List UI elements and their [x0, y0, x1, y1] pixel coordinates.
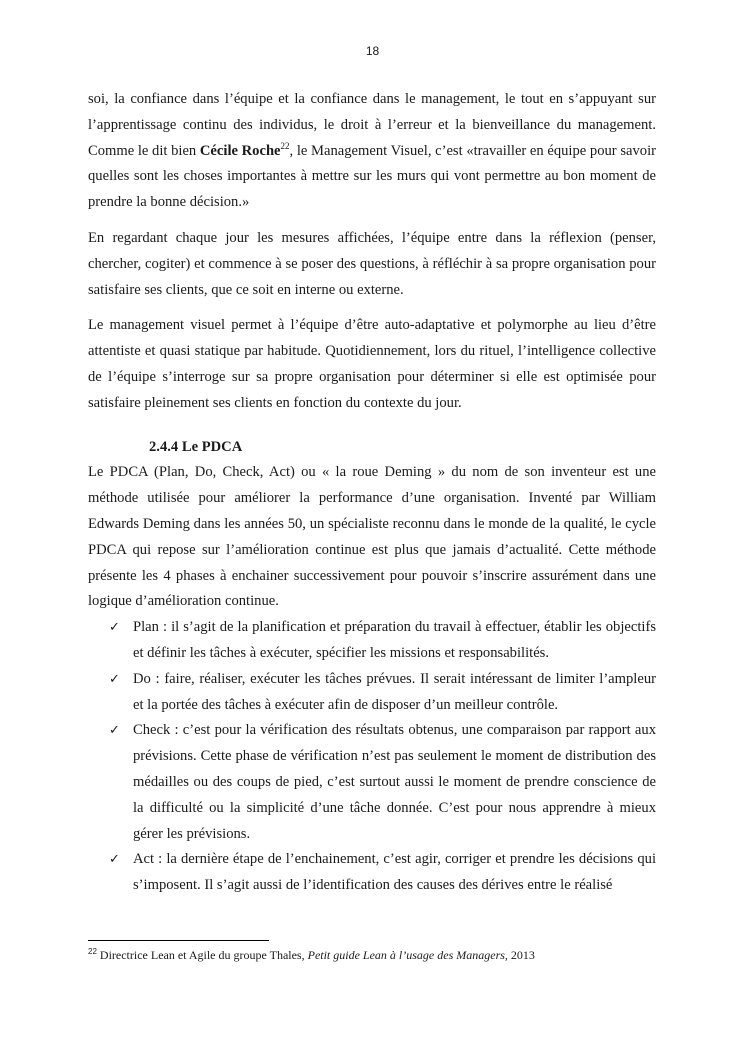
paragraph-1-end: , le Management Visuel, c’est «travailler en équipe pour savoir quelles sont les choses importantes à mettre sur les murs qui vont permettre au bon moment de prendre la bonne décision.» — [88, 142, 656, 211]
list-item-text: Act : la dernière étape de l’enchainement, c’est agir, corriger et prendre les décisions qui s’imposent. Il s’agit aussi de l’identification des causes des dérives entre le réalisé — [133, 851, 656, 894]
footnote-text-end: , 2013 — [504, 948, 535, 962]
list-item-check — [88, 718, 656, 847]
author-name: Cécile Roche — [199, 142, 281, 159]
body-text — [88, 87, 656, 899]
paragraph-1 — [88, 87, 656, 216]
paragraph-1-start: soi, la confiance dans l’équipe et la confiance dans le management, le tout en s’appuyant sur l’apprentissage continu des individus, le droit à l’erreur et la bienveillance du management. Comme le dit bien — [88, 91, 656, 159]
checkmark-icon: ✓ — [109, 723, 120, 739]
checkmark-icon: ✓ — [109, 671, 120, 687]
section-heading: 2.4.4 Le PDCA — [149, 438, 243, 455]
footnote-text-start: Directrice Lean et Agile du groupe Thales, — [96, 948, 308, 962]
paragraph-2: En regardant chaque jour les mesures affichées, l’équipe entre dans la réflexion (penser, chercher, cogiter) et commence à se poser des questions, à réfléchir à sa propre organisation pour satisfaire ses clients, que ce soit en interne ou externe. — [88, 229, 656, 298]
checkmark-icon: ✓ — [109, 620, 120, 636]
list-item-text: Check : c’est pour la vérification des résultats obtenus, une comparaison par rapport aux prévisions. Cette phase de vérification n’est pas seulement le moment de distribution des médailles ou des coups de pied, c’est surtout aussi le moment de prendre conscience de la difficulté ou la simplicité d’une tâche donnée. C’est pour nous apprendre à mieux gérer les prévisions. — [133, 722, 656, 842]
paragraph-4: Le PDCA (Plan, Do, Check, Act) ou « la roue Deming » du nom de son inventeur est une méthode utilisée pour améliorer la performance d’une organisation. Inventé par William Edwards Deming dans les années 50, un spécialiste reconnu dans le monde de la qualité, le cycle PDCA qui repose sur l’amélioration continue est plus que jamais d’actualité. Cette méthode présente les 4 phases à enchainer successivement pour pouvoir s’inscrire assurément dans une logique d’amélioration continue. — [88, 464, 656, 610]
pdca-list — [88, 615, 656, 899]
footnote-reference[interactable]: 22 — [280, 140, 290, 151]
list-item-text: Do : faire, réaliser, exécuter les tâches prévues. Il serait intéressant de limiter l’ampleur et la portée des tâches à exécuter afin de disposer d’un meilleur contrôle. — [133, 670, 656, 713]
paragraph-3: Le management visuel permet à l’équipe d’être auto-adaptative et polymorphe au lieu d’être attentiste et quasi statique par habitude. Quotidiennement, lors du rituel, l’intelligence collective de l’équipe s’interroge sur sa propre organisation pour déterminer si elle est optimisée pour satisfaire pleinement ses clients en fonction du contexte du jour. — [88, 317, 656, 411]
list-item-act — [88, 847, 656, 899]
list-item-text: Plan : il s’agit de la planification et préparation du travail à effectuer, établir les objectifs et définir les tâches à exécuter, spécifier les missions et responsabilités. — [133, 619, 656, 661]
footnote-separator — [88, 940, 269, 941]
footnote-book-title: Petit guide Lean à l’usage des Managers — [307, 948, 505, 962]
footnote-number: 22 — [88, 947, 97, 956]
list-item-do — [88, 667, 656, 719]
list-item-plan — [88, 615, 656, 667]
footnote — [88, 947, 688, 963]
page-number: 18 — [365, 44, 380, 58]
checkmark-icon: ✓ — [109, 852, 120, 868]
